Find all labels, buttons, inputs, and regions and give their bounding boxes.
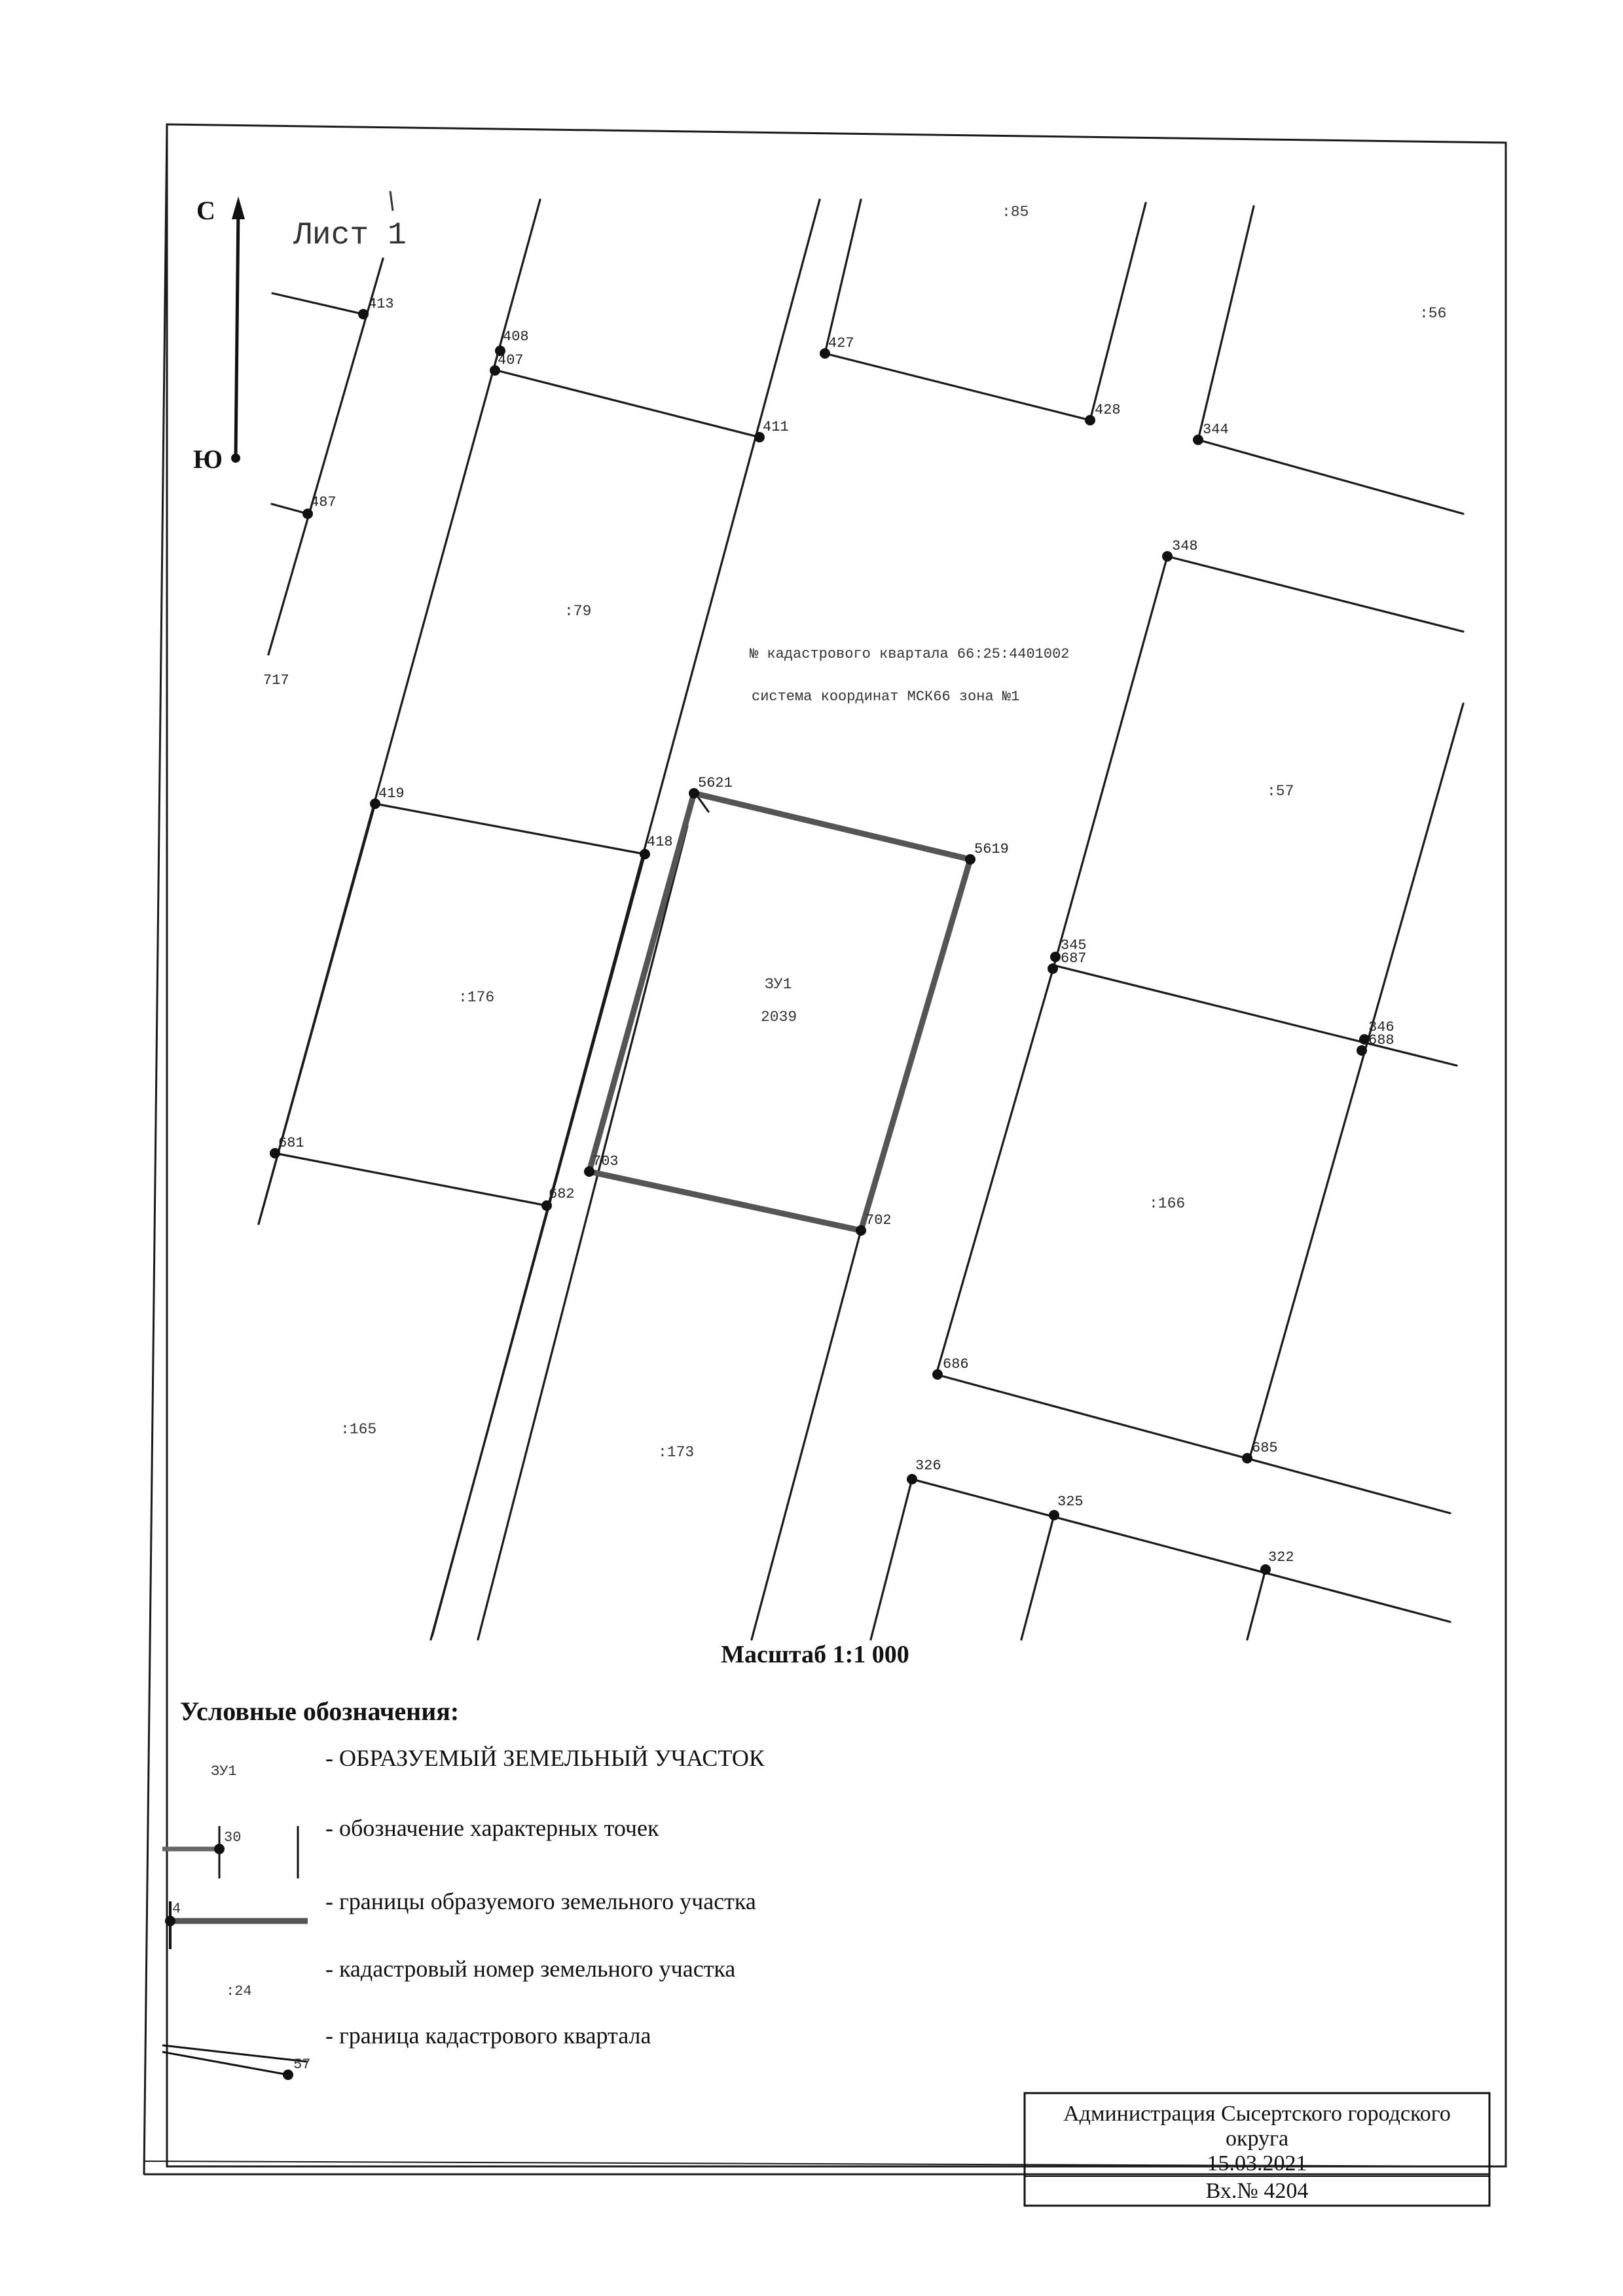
- sheet-label: Лист 1: [293, 218, 407, 253]
- compass-south: Ю: [193, 444, 223, 474]
- compass-north: С: [196, 196, 215, 225]
- point-label: 325: [1057, 1494, 1084, 1510]
- point-label: 682: [549, 1186, 575, 1202]
- quarter-number: № кадастрового квартала 66:25:4401002: [750, 646, 1070, 662]
- point-label: 346: [1368, 1019, 1395, 1035]
- legend-text: - кадастровый номер земельного участка: [325, 1956, 736, 1982]
- point-marker: [1193, 435, 1203, 445]
- parcel-label: :165: [340, 1421, 377, 1438]
- stamp-date: 15.03.2021: [1207, 2151, 1307, 2176]
- legend-sample: 57: [293, 2056, 311, 2073]
- legend-sample: 30: [224, 1829, 242, 1846]
- parcel-label: :166: [1149, 1195, 1186, 1212]
- scale-label: Масштаб 1:1 000: [721, 1641, 909, 1668]
- characteristic-points: [263, 296, 1395, 1575]
- point-label: 418: [647, 834, 673, 850]
- point-label: 411: [763, 419, 789, 435]
- point-label: 717: [263, 672, 289, 689]
- sheet-tick: [390, 191, 393, 211]
- compass-arrow-icon: [231, 196, 245, 463]
- inner-frame: [167, 124, 1506, 2166]
- point-label: 5619: [974, 841, 1009, 857]
- legend-text: - ОБРАЗУЕМЫЙ ЗЕМЕЛЬНЫЙ УЧАСТОК: [325, 1745, 765, 1771]
- stamp-number: Вх.№ 4204: [1205, 2179, 1309, 2203]
- parcel-label: :85: [1002, 204, 1029, 221]
- point-label: 427: [828, 335, 854, 351]
- point-label: 413: [368, 296, 394, 312]
- point-marker: [856, 1225, 866, 1236]
- point-marker: [1085, 415, 1095, 425]
- point-label: 681: [278, 1135, 304, 1151]
- legend-item-new-parcel: [211, 1745, 765, 1780]
- point-marker: [907, 1474, 917, 1484]
- legend-item-points: [162, 1815, 659, 1878]
- stamp-line1: Администрация Сысертского городского: [1063, 2102, 1451, 2126]
- point-marker: [1242, 1453, 1252, 1463]
- parcel-label: :173: [658, 1444, 695, 1461]
- legend-sample: ЗУ1: [211, 1763, 237, 1780]
- point-marker: [1357, 1045, 1367, 1056]
- legend-item-cadastral-number: [226, 1956, 735, 2000]
- point-label: 345: [1061, 937, 1087, 954]
- parcel-label: :176: [458, 989, 495, 1006]
- point-label: 686: [943, 1356, 969, 1372]
- point-label: 419: [378, 785, 405, 802]
- point-marker: [1048, 963, 1058, 974]
- legend-title: Условные обозначения:: [180, 1696, 460, 1726]
- point-label: 344: [1203, 422, 1229, 438]
- legend-item-boundary: [165, 1888, 756, 1949]
- point-label: 428: [1095, 402, 1121, 418]
- legend-sample: :24: [226, 1983, 252, 2000]
- point-label: 702: [866, 1212, 892, 1229]
- legend-text: - границы образуемого земельного участка: [325, 1888, 756, 1914]
- point-label: 326: [915, 1458, 941, 1474]
- legend-text: - обозначение характерных точек: [325, 1815, 659, 1841]
- point-label: 703: [593, 1153, 619, 1170]
- point-marker: [1162, 551, 1173, 562]
- point-label: 688: [1368, 1032, 1395, 1049]
- new-parcel-area: 2039: [761, 1009, 797, 1026]
- point-label: 487: [310, 494, 337, 511]
- point-label: 5621: [698, 775, 733, 791]
- point-marker: [640, 849, 650, 859]
- point-marker: [932, 1369, 943, 1380]
- point-label: 407: [498, 352, 524, 368]
- point-label: 348: [1172, 538, 1198, 554]
- point-label: 322: [1268, 1549, 1294, 1566]
- point-marker: [1260, 1564, 1271, 1575]
- cadastral-lines: [259, 200, 1463, 1640]
- frame-left-edge: [144, 124, 167, 2174]
- parcel-label: :56: [1419, 305, 1447, 322]
- parcel-label: :79: [564, 603, 592, 620]
- legend-item-quarter-boundary: [162, 2022, 651, 2080]
- legend-text: - граница кадастрового квартала: [325, 2022, 651, 2049]
- point-label: 687: [1061, 950, 1087, 967]
- coordinate-system: система координат МСК66 зона №1: [752, 689, 1020, 705]
- legend-sample: 4: [172, 1901, 181, 1917]
- point-label: 408: [503, 329, 529, 345]
- point-marker: [1049, 1510, 1059, 1520]
- stamp-line2: округа: [1225, 2126, 1289, 2151]
- point-marker: [358, 309, 369, 319]
- parcel-label: :57: [1267, 783, 1294, 800]
- point-marker: [1050, 952, 1061, 962]
- new-parcel-name: ЗУ1: [765, 976, 792, 993]
- point-label: 685: [1252, 1440, 1278, 1456]
